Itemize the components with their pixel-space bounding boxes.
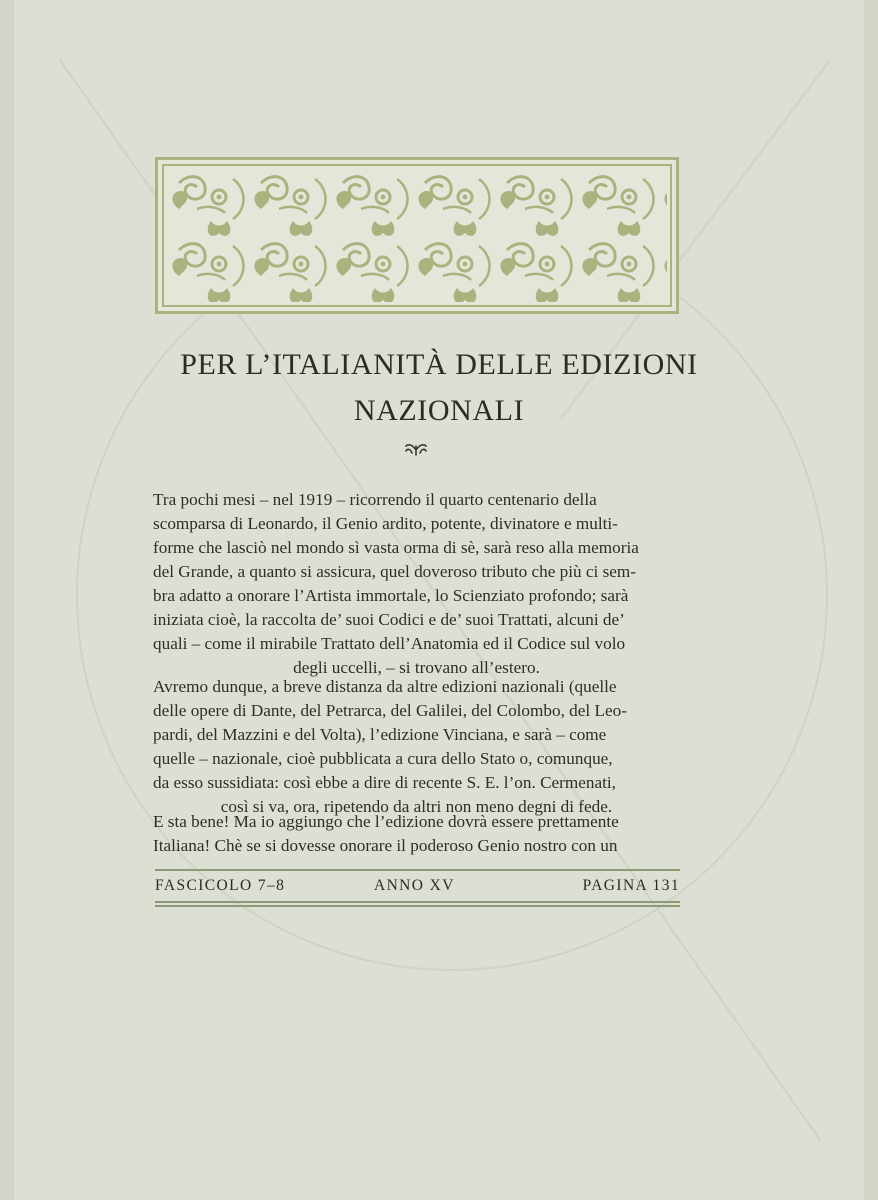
- fascicolo-label: FASCICOLO 7–8: [155, 877, 286, 894]
- text-line: da esso sussidiata: così ebbe a dire di recente S. E. l’on. Cermenati,: [153, 773, 616, 792]
- floral-ornament-band: [155, 157, 679, 314]
- paragraph-3: [153, 810, 680, 858]
- text-line: iniziata cioè, la raccolta de’ suoi Codici e de’ suoi Trattati, alcuni de’: [153, 610, 625, 629]
- page-footer: [155, 877, 680, 899]
- text-line: forme che lasciò nel mondo sì vasta orma di sè, sarà reso alla memoria: [153, 538, 639, 557]
- paragraph-1: [153, 488, 680, 680]
- text-line: del Grande, a quanto si assicura, quel doveroso tributo che più ci sem-: [153, 562, 637, 581]
- text-line: scomparsa di Leonardo, il Genio ardito, potente, divinatore e multi-: [153, 514, 618, 533]
- text-line: bra adatto a onorare l’Artista immortale, lo Scienziato profondo; sarà: [153, 586, 629, 605]
- paragraph-2: [153, 675, 680, 819]
- text-line: quali – come il mirabile Trattato dell’Anatomia ed il Codice sul volo: [153, 634, 626, 653]
- footer-rule-bottom-1: [155, 901, 680, 903]
- anno-label: ANNO XV: [374, 877, 455, 894]
- text-line: E sta bene! Ma io aggiungo che l’edizione dovrà essere prettamente: [153, 812, 619, 831]
- footer-rule-top: [155, 869, 680, 871]
- page-title-line-1: PER L’ITALIANITÀ DELLE EDIZIONI: [180, 348, 698, 381]
- page-number-label: PAGINA 131: [582, 877, 680, 894]
- text-line: così si va, ora, ripetendo da altri non meno degni di fede.: [220, 797, 613, 816]
- footer-rule-bottom-2: [155, 905, 680, 907]
- text-line: Avremo dunque, a breve distanza da altre edizioni nazionali (quelle: [153, 677, 617, 696]
- page-title-line-2: NAZIONALI: [353, 394, 525, 427]
- fleuron-icon: [404, 440, 428, 456]
- text-line: quelle – nazionale, cioè pubblicata a cura dello Stato o, comunque,: [153, 749, 613, 768]
- text-line: Tra pochi mesi – nel 1919 – ricorrendo il quarto centenario della: [153, 490, 597, 509]
- text-line: degli uccelli, – si trovano all’estero.: [293, 658, 540, 677]
- text-line: pardi, del Mazzini e del Volta), l’edizione Vinciana, e sarà – come: [153, 725, 607, 744]
- text-line: delle opere di Dante, del Petrarca, del Galilei, del Colombo, del Leo-: [153, 701, 627, 720]
- text-line: Italiana! Chè se si dovesse onorare il poderoso Genio nostro con un: [153, 836, 618, 855]
